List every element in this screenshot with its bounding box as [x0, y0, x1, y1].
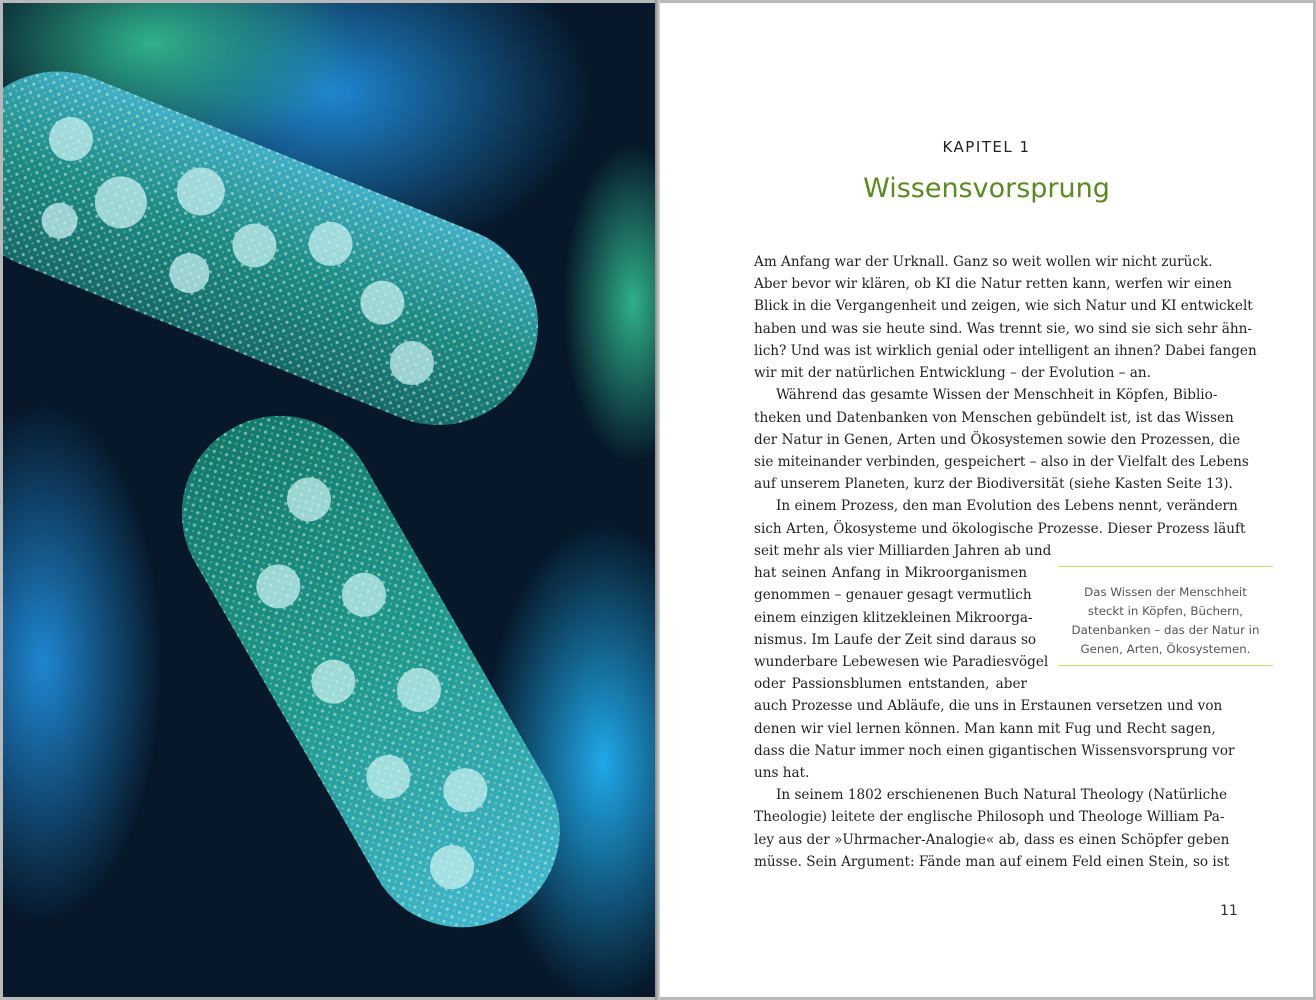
chapter-title: Wissensvorsprung: [863, 173, 1110, 204]
pull-quote-line: Datenbanken – das der Natur in: [1071, 623, 1260, 637]
text-line: Während das gesamte Wissen der Menschheit in Köpfen, Biblio-: [776, 387, 1218, 404]
text-line: haben und was sie heute sind. Was trennt sie, wo sind sie sich sehr ähn-: [754, 320, 1252, 337]
text-line: theken und Datenbanken von Menschen gebündelt ist, ist das Wissen: [754, 409, 1234, 426]
text-line: Am Anfang war der Urknall. Ganz so weit wollen wir nicht zurück.: [754, 254, 1213, 270]
text-line: nismus. Im Laufe der Zeit sind daraus so: [754, 631, 1037, 648]
text-page: [660, 3, 1313, 997]
text-line: Theologie) leitete der englische Philosoph und Theologe William Pa-: [754, 809, 1225, 826]
text-line: genommen – genauer gesagt vermutlich: [754, 587, 1032, 604]
photo-illustration: [3, 3, 655, 997]
text-line: sie miteinander verbinden, gespeichert – also in der Vielfalt des Lebens: [754, 453, 1249, 470]
pull-quote-line: steckt in Köpfen, Büchern,: [1087, 604, 1244, 618]
body-text: [754, 251, 1257, 873]
text-line: wunderbare Lebewesen wie Paradiesvögel: [754, 653, 1049, 670]
text-line: In einem Prozess, den man Evolution des Lebens nennt, verändern: [776, 498, 1238, 515]
microorganism-photo: [3, 3, 655, 997]
text-line: In seinem 1802 erschienenen Buch Natural Theology (Natürliche: [776, 787, 1228, 804]
text-line: müsse. Sein Argument: Fände man auf einem Feld einen Stein, so ist: [754, 853, 1230, 870]
text-line: hat seinen Anfang in Mikroorganismen: [754, 565, 1027, 582]
text-line: Aber bevor wir klären, ob KI die Natur retten kann, werfen wir einen: [754, 276, 1232, 293]
text-line: auch Prozesse und Abläufe, die uns in Erstaunen versetzen und von: [754, 698, 1223, 715]
text-line: seit mehr als vier Milliarden Jahren ab und: [754, 542, 1052, 559]
text-line: Blick in die Vergangenheit und zeigen, wie sich Natur und KI entwickelt: [754, 298, 1253, 315]
text-line: denen wir viel lernen können. Man kann mit Fug und Recht sagen,: [754, 720, 1216, 737]
text-line: ley aus der »Uhrmacher-Analogie« ab, dass es einen Schöpfer geben: [754, 831, 1230, 848]
text-line: uns hat.: [754, 765, 810, 782]
text-line: auf unserem Planeten, kurz der Biodiversität (siehe Kasten Seite 13).: [754, 476, 1233, 493]
text-line: dass die Natur immer noch einen gigantischen Wissensvorsprung vor: [754, 742, 1235, 759]
pull-quote-line: Das Wissen der Menschheit: [1084, 585, 1247, 599]
text-line: einem einzigen klitzekleinen Mikroorga-: [754, 609, 1033, 626]
chapter-label: KAPITEL 1: [942, 138, 1031, 156]
text-line: sich Arten, Ökosysteme und ökologische Prozesse. Dieser Prozess läuft: [754, 520, 1246, 537]
pull-quote: [1058, 566, 1273, 666]
text-line: lich? Und was ist wirklich genial oder intelligent an ihnen? Dabei fangen: [754, 342, 1257, 359]
page-number: 11: [1220, 903, 1238, 919]
text-line: oder Passionsblumen entstanden, aber: [754, 676, 1027, 693]
text-line: wir mit der natürlichen Entwicklung – der Evolution – an.: [754, 365, 1151, 382]
pull-quote-line: Genen, Arten, Ökosystemen.: [1080, 642, 1251, 656]
text-line: der Natur in Genen, Arten und Ökosystemen sowie den Prozessen, die: [754, 431, 1241, 448]
